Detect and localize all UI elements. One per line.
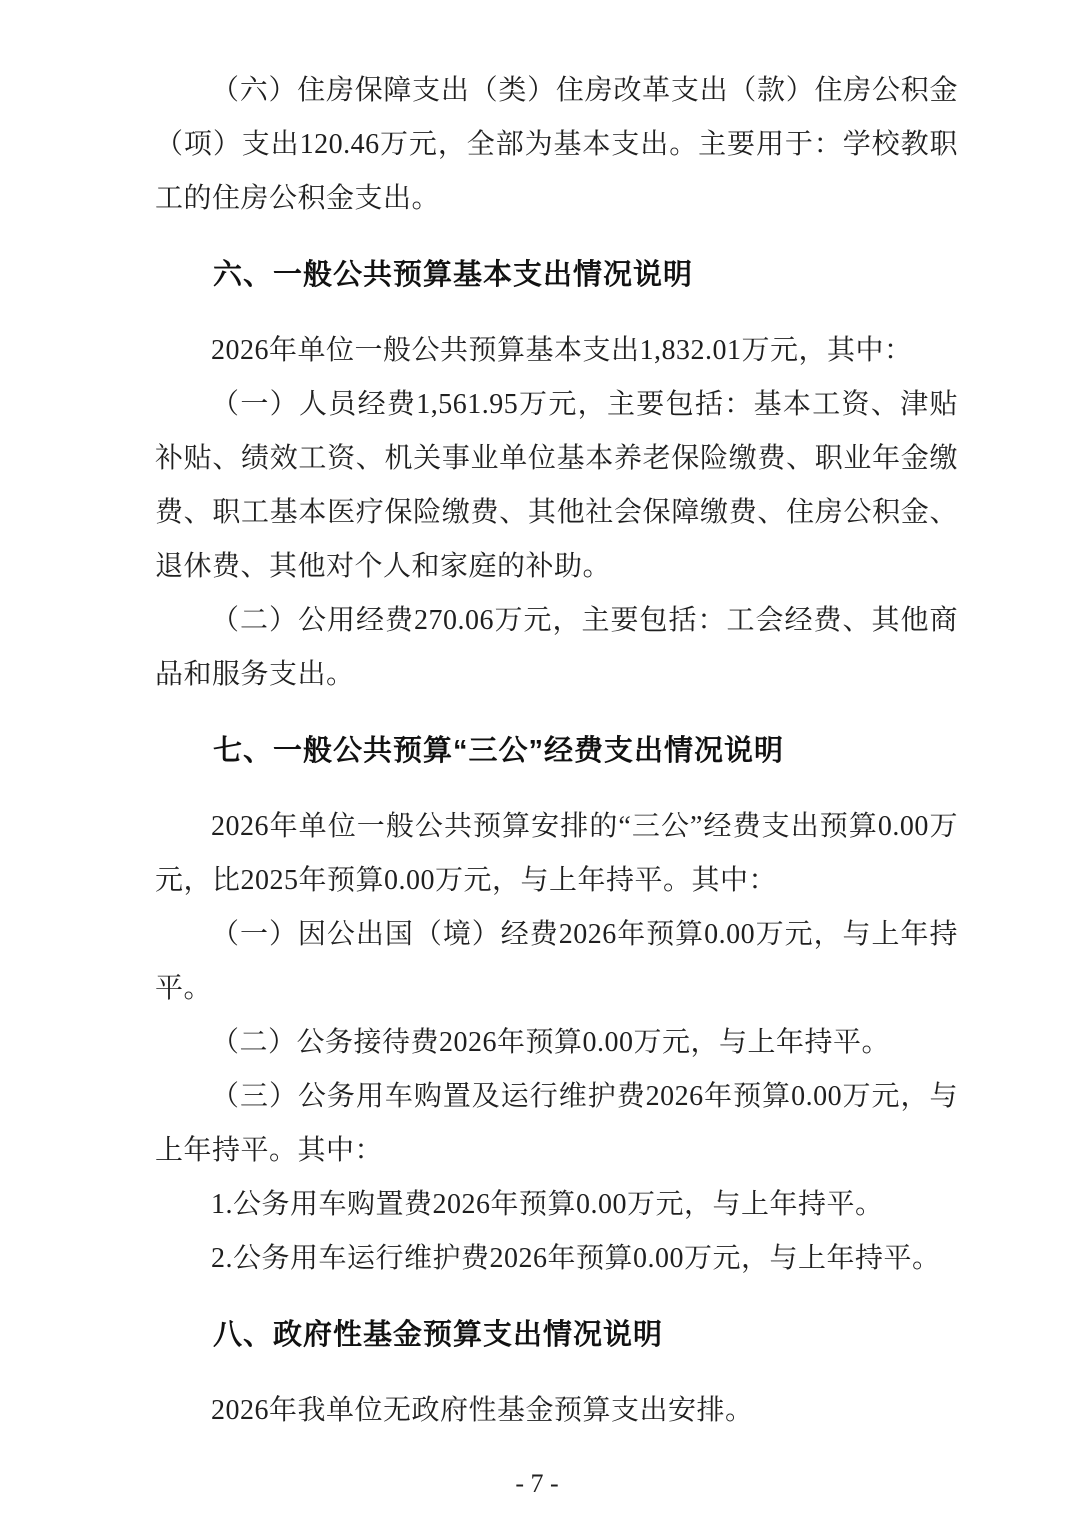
paragraph-government-fund-statement: 2026年我单位无政府性基金预算支出安排。: [211, 1395, 754, 1426]
document-content: [155, 64, 958, 1438]
paragraph-official-vehicle-expense: （三）公务用车购置及运行维护费2026年预算0.00万元，与上年持平。其中：: [155, 1081, 958, 1166]
heading-section-7-three-public-expense: 七、一般公共预算“三公”经费支出情况说明: [213, 735, 785, 767]
paragraph-vehicle-purchase-expense: 1.公务用车购置费2026年预算0.00万元，与上年持平。: [211, 1189, 884, 1220]
paragraph-vehicle-maintenance-expense: 2.公务用车运行维护费2026年预算0.00万元，与上年持平。: [211, 1243, 941, 1274]
paragraph-official-reception-expense: （二）公务接待费2026年预算0.00万元，与上年持平。: [211, 1027, 891, 1058]
heading-section-6-basic-expense: 六、一般公共预算基本支出情况说明: [213, 259, 694, 291]
paragraph-housing-security-expense: （六）住房保障支出（类）住房改革支出（款）住房公积金（项）支出120.46万元，全部为基本支出。主要用于：学校教职工的住房公积金支出。: [155, 75, 958, 214]
paragraph-personnel-expense: （一）人员经费1,561.95万元，主要包括：基本工资、津贴补贴、绩效工资、机关事业单位基本养老保险缴费、职业年金缴费、职工基本医疗保险缴费、其他社会保障缴费、住房公积金、退休费、其他对个人和家庭的补助。: [155, 389, 958, 582]
paragraph-public-expense: （二）公用经费270.06万元，主要包括：工会经费、其他商品和服务支出。: [155, 605, 958, 690]
page-number: - 7 -: [515, 1469, 559, 1498]
paragraph-basic-expense-total: 2026年单位一般公共预算基本支出1,832.01万元，其中：: [211, 335, 913, 366]
paragraph-overseas-trip-expense: （一）因公出国（境）经费2026年预算0.00万元，与上年持平。: [155, 919, 958, 1004]
paragraph-three-public-total: 2026年单位一般公共预算安排的“三公”经费支出预算0.00万元，比2025年预算0.00万元，与上年持平。其中：: [155, 811, 958, 896]
heading-section-8-government-fund: 八、政府性基金预算支出情况说明: [213, 1319, 664, 1351]
